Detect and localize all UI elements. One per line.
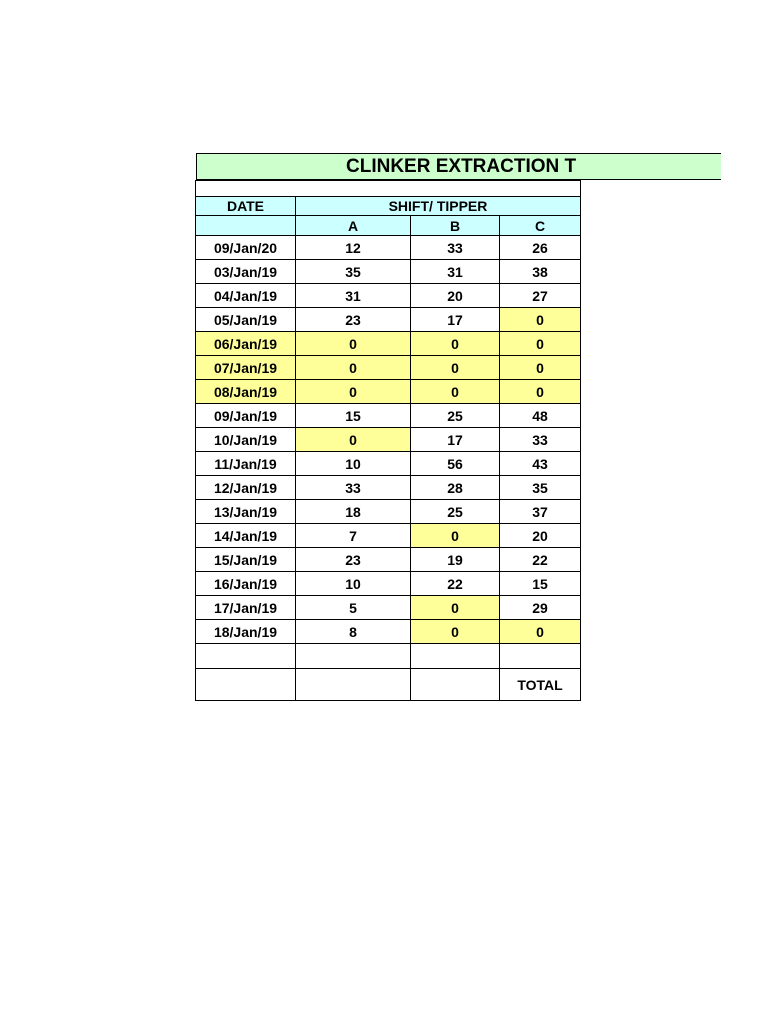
shift-b-cell[interactable]: 56: [411, 452, 500, 476]
date-cell[interactable]: 09/Jan/20: [196, 236, 296, 260]
total-blank-cell[interactable]: [411, 669, 500, 701]
shift-b-cell[interactable]: 0: [411, 380, 500, 404]
shift-b-cell[interactable]: 0: [411, 332, 500, 356]
table-row: [196, 284, 581, 308]
shift-c-cell[interactable]: 22: [500, 548, 581, 572]
shift-a-cell[interactable]: 10: [296, 452, 411, 476]
table-row: [196, 404, 581, 428]
shift-c-cell[interactable]: 0: [500, 620, 581, 644]
date-cell[interactable]: 06/Jan/19: [196, 332, 296, 356]
shift-c-cell[interactable]: 48: [500, 404, 581, 428]
shift-c-cell[interactable]: 15: [500, 572, 581, 596]
blank-row: [196, 644, 581, 669]
shift-a-cell[interactable]: 7: [296, 524, 411, 548]
table-row: [196, 476, 581, 500]
date-cell[interactable]: 04/Jan/19: [196, 284, 296, 308]
shift-c-cell[interactable]: 20: [500, 524, 581, 548]
spacer-cell[interactable]: [196, 181, 581, 197]
header-shift-a[interactable]: A: [296, 216, 411, 236]
table-row: [196, 380, 581, 404]
shift-a-cell[interactable]: 8: [296, 620, 411, 644]
date-cell[interactable]: 16/Jan/19: [196, 572, 296, 596]
date-cell[interactable]: 08/Jan/19: [196, 380, 296, 404]
shift-b-cell[interactable]: 25: [411, 404, 500, 428]
date-cell[interactable]: 12/Jan/19: [196, 476, 296, 500]
blank-cell[interactable]: [411, 644, 500, 669]
table-row: [196, 524, 581, 548]
spacer-row: [196, 181, 581, 197]
header-shift-c[interactable]: C: [500, 216, 581, 236]
shift-c-cell[interactable]: 29: [500, 596, 581, 620]
shift-a-cell[interactable]: 10: [296, 572, 411, 596]
shift-c-cell[interactable]: 0: [500, 332, 581, 356]
table-row: [196, 500, 581, 524]
shift-c-cell[interactable]: 27: [500, 284, 581, 308]
table-row: [196, 308, 581, 332]
shift-b-cell[interactable]: 0: [411, 356, 500, 380]
total-blank-cell[interactable]: [196, 669, 296, 701]
date-cell[interactable]: 07/Jan/19: [196, 356, 296, 380]
shift-b-cell[interactable]: 0: [411, 596, 500, 620]
date-cell[interactable]: 14/Jan/19: [196, 524, 296, 548]
date-cell[interactable]: 15/Jan/19: [196, 548, 296, 572]
shift-c-cell[interactable]: 38: [500, 260, 581, 284]
subheader-date-blank[interactable]: [196, 216, 296, 236]
shift-c-cell[interactable]: 35: [500, 476, 581, 500]
shift-b-cell[interactable]: 19: [411, 548, 500, 572]
shift-a-cell[interactable]: 23: [296, 548, 411, 572]
total-label[interactable]: TOTAL: [500, 669, 581, 701]
shift-a-cell[interactable]: 35: [296, 260, 411, 284]
blank-cell[interactable]: [500, 644, 581, 669]
shift-b-cell[interactable]: 0: [411, 524, 500, 548]
total-blank-cell[interactable]: [296, 669, 411, 701]
shift-b-cell[interactable]: 17: [411, 308, 500, 332]
header-row: [196, 197, 581, 216]
shift-a-cell[interactable]: 31: [296, 284, 411, 308]
shift-a-cell[interactable]: 0: [296, 356, 411, 380]
table-body: [196, 181, 581, 701]
table-row: [196, 620, 581, 644]
shift-b-cell[interactable]: 20: [411, 284, 500, 308]
header-shift-b[interactable]: B: [411, 216, 500, 236]
date-cell[interactable]: 17/Jan/19: [196, 596, 296, 620]
shift-c-cell[interactable]: 0: [500, 356, 581, 380]
date-cell[interactable]: 05/Jan/19: [196, 308, 296, 332]
table-row: [196, 572, 581, 596]
shift-c-cell[interactable]: 26: [500, 236, 581, 260]
shift-a-cell[interactable]: 23: [296, 308, 411, 332]
shift-b-cell[interactable]: 0: [411, 620, 500, 644]
title-clip: [197, 154, 585, 179]
shift-a-cell[interactable]: 5: [296, 596, 411, 620]
date-cell[interactable]: 18/Jan/19: [196, 620, 296, 644]
subheader-row: [196, 216, 581, 236]
shift-a-cell[interactable]: 33: [296, 476, 411, 500]
shift-a-cell[interactable]: 0: [296, 380, 411, 404]
date-cell[interactable]: 09/Jan/19: [196, 404, 296, 428]
blank-cell[interactable]: [296, 644, 411, 669]
total-row: [196, 669, 581, 701]
header-shift[interactable]: SHIFT/ TIPPER: [296, 197, 581, 216]
shift-a-cell[interactable]: 18: [296, 500, 411, 524]
date-cell[interactable]: 11/Jan/19: [196, 452, 296, 476]
title-band: [196, 153, 721, 180]
shift-a-cell[interactable]: 12: [296, 236, 411, 260]
table-row: [196, 356, 581, 380]
table-row: [196, 548, 581, 572]
shift-a-cell[interactable]: 0: [296, 428, 411, 452]
shift-b-cell[interactable]: 31: [411, 260, 500, 284]
table-row: [196, 452, 581, 476]
shift-c-cell[interactable]: 0: [500, 380, 581, 404]
shift-c-cell[interactable]: 37: [500, 500, 581, 524]
data-table: [195, 180, 581, 701]
date-cell[interactable]: 10/Jan/19: [196, 428, 296, 452]
header-date[interactable]: DATE: [196, 197, 296, 216]
shift-b-cell[interactable]: 28: [411, 476, 500, 500]
date-cell[interactable]: 03/Jan/19: [196, 260, 296, 284]
table-row: [196, 332, 581, 356]
blank-cell[interactable]: [196, 644, 296, 669]
shift-a-cell[interactable]: 0: [296, 332, 411, 356]
table-row: [196, 596, 581, 620]
date-cell[interactable]: 13/Jan/19: [196, 500, 296, 524]
shift-b-cell[interactable]: 33: [411, 236, 500, 260]
shift-c-cell[interactable]: 33: [500, 428, 581, 452]
shift-c-cell[interactable]: 43: [500, 452, 581, 476]
shift-c-cell[interactable]: 0: [500, 308, 581, 332]
shift-b-cell[interactable]: 22: [411, 572, 500, 596]
table-row: [196, 260, 581, 284]
shift-b-cell[interactable]: 25: [411, 500, 500, 524]
table-row: [196, 236, 581, 260]
table-row: [196, 428, 581, 452]
sheet-title: CLINKER EXTRACTION T: [346, 156, 577, 177]
shift-a-cell[interactable]: 15: [296, 404, 411, 428]
shift-b-cell[interactable]: 17: [411, 428, 500, 452]
